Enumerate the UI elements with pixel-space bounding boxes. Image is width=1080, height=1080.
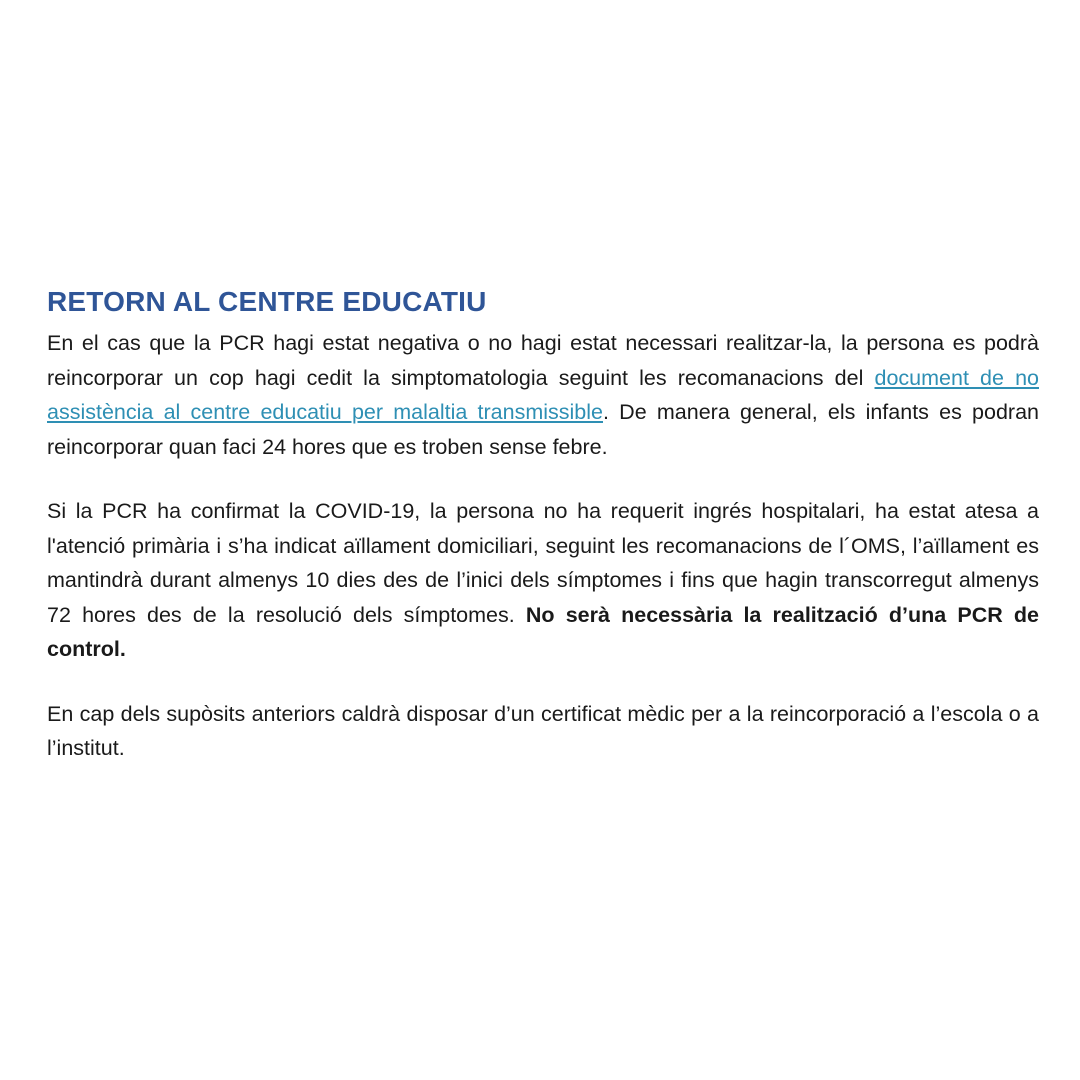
no-attendance-document-link[interactable]: document de no assistència al centre educatiu per malaltia transmissible: [47, 365, 1039, 424]
paragraph-medical-certificate: [47, 697, 1039, 766]
document-section: [47, 283, 1039, 766]
paragraph-negative-pcr: [47, 326, 1039, 464]
section-heading: RETORN AL CENTRE EDUCATIU: [47, 286, 487, 317]
paragraph-1-text-end: . De manera general, els infants es podran reincorporar quan faci 24 hores que es troben sense febre.: [47, 400, 1039, 459]
paragraph-1-text-start: En el cas que la PCR hagi estat negativa o no hagi estat necessari realitzar-la, la persona es podrà reincorporar un cop hagi cedit la simptomatologia seguint les recomanacions del: [47, 331, 1039, 390]
paragraph-2-bold-note: No serà necessària la realització d’una PCR de control.: [47, 602, 1039, 661]
paragraph-confirmed-covid: [47, 494, 1039, 667]
paragraph-2-text: Si la PCR ha confirmat la COVID-19, la persona no ha requerit ingrés hospitalari, ha estat atesa a l'atenció primària i s’ha indicat aïllament domiciliari, seguint les recomanacions de l´OMS, l’aïllament es mantindrà durant almenys 10 dies des de l’inici dels símptomes i fins que hagin transcorregut almenys 72 hores des de la resolució dels símptomes.: [47, 499, 1039, 627]
paragraph-3-text: En cap dels supòsits anteriors caldrà disposar d’un certificat mèdic per a la reincorporació a l’escola o a l’institut.: [47, 701, 1039, 760]
